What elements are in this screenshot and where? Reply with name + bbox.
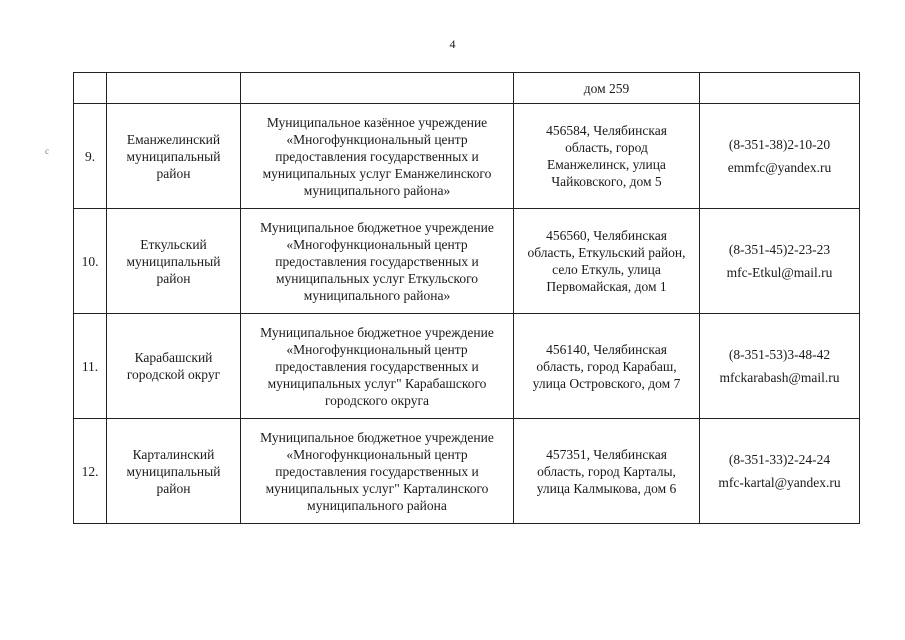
postal-address (514, 419, 700, 524)
table-row (74, 314, 860, 419)
address-line: 456584, Челябинская (546, 123, 667, 138)
district-line: муниципальный (126, 253, 221, 269)
institution-line: муниципального района» (303, 182, 451, 198)
institution-line: Муниципальное бюджетное учреждение (260, 219, 494, 235)
institution-line: предоставления государственных и (275, 148, 479, 164)
address-line: Первомайская, дом 1 (546, 279, 667, 294)
institution-line: Муниципальное казённое учреждение (266, 114, 488, 130)
table-row (74, 104, 860, 209)
address-continuation: дом 259 (583, 80, 630, 96)
phone-number: (8-351-53)3-48-42 (728, 347, 831, 362)
district-line: муниципальный (126, 148, 221, 164)
institution-line: муниципальных услуг" Карталинского (265, 480, 489, 496)
district-cell (107, 73, 241, 104)
address-line: область, город Карабаш, (536, 358, 677, 374)
contact-cell (700, 73, 860, 104)
phone-number: (8-351-38)2-10-20 (728, 137, 831, 152)
postal-address (514, 209, 700, 314)
contacts (700, 314, 860, 419)
postal-address (514, 104, 700, 209)
district-line: муниципальный (126, 463, 221, 479)
address-cell (514, 73, 700, 104)
institution-line: муниципального района (307, 497, 447, 513)
district-line: городской округ (126, 367, 221, 382)
district-name (107, 209, 241, 314)
address-line: Чайковского, дом 5 (551, 174, 662, 189)
institution-line: городского округа (324, 392, 430, 408)
institution-name (241, 419, 514, 524)
stray-mark: c (45, 146, 49, 156)
number-cell (74, 73, 107, 104)
institution-line: предоставления государственных и (275, 253, 479, 269)
institution-line: «Многофункциональный центр (286, 236, 468, 252)
phone-number: (8-351-45)2-23-23 (728, 242, 831, 257)
contacts (700, 104, 860, 209)
institution-name (241, 314, 514, 419)
institution-line: предоставления государственных и (275, 463, 479, 479)
institution-line: Муниципальное бюджетное учреждение (260, 324, 494, 340)
district-line: Еманжелинский (126, 131, 221, 147)
table-body (74, 73, 860, 524)
district-line: район (156, 270, 191, 286)
district-line: Еткульский (140, 236, 207, 252)
address-line: Еманжелинск, улица (547, 157, 666, 172)
address-line: 456560, Челябинская (546, 228, 667, 243)
institution-line: «Многофункциональный центр (286, 446, 468, 462)
contacts (700, 209, 860, 314)
address-line: 457351, Челябинская (546, 446, 667, 462)
address-line: 456140, Челябинская (546, 341, 667, 357)
institution-line: муниципальных услуг Еманжелинского (262, 165, 492, 181)
district-name (107, 419, 241, 524)
district-line: район (156, 480, 191, 496)
institution-line: муниципального района» (303, 287, 451, 303)
institution-name (241, 104, 514, 209)
institution-line: Муниципальное бюджетное учреждение (260, 429, 494, 445)
email-address: mfc-Etkul@mail.ru (726, 265, 833, 280)
row-number: 11. (74, 314, 107, 419)
continuation-row (74, 73, 860, 104)
page-number: 4 (449, 37, 456, 51)
email-address: mfckarabash@mail.ru (719, 370, 840, 385)
email-address: emmfc@yandex.ru (727, 160, 832, 175)
table-row (74, 419, 860, 524)
district-name (107, 104, 241, 209)
address-line: область, город Карталы, (537, 463, 676, 479)
address-line: улица Островского, дом 7 (532, 375, 681, 391)
institution-name (241, 209, 514, 314)
institution-cell (241, 73, 514, 104)
row-number: 10. (74, 209, 107, 314)
address-line: улица Калмыкова, дом 6 (536, 480, 677, 496)
postal-address (514, 314, 700, 419)
address-line: село Еткуль, улица (552, 262, 661, 277)
district-name (107, 314, 241, 419)
institution-line: «Многофункциональный центр (286, 341, 468, 357)
mfc-registry-table (73, 72, 860, 524)
row-number: 9. (74, 104, 107, 209)
email-address: mfc-kartal@yandex.ru (718, 475, 841, 490)
institution-line: «Многофункциональный центр (286, 131, 468, 147)
address-line: область, Еткульский район, (527, 245, 686, 260)
district-line: Карабашский (134, 350, 213, 365)
district-line: Карталинский (132, 446, 215, 462)
table-row (74, 209, 860, 314)
contacts (700, 419, 860, 524)
row-number: 12. (74, 419, 107, 524)
phone-number: (8-351-33)2-24-24 (728, 452, 831, 467)
institution-line: предоставления государственных и (275, 358, 479, 374)
institution-line: муниципальных услуг" Карабашского (267, 375, 487, 391)
district-line: район (156, 165, 191, 181)
institution-line: муниципальных услуг Еткульского (275, 270, 479, 286)
address-line: область, город (565, 140, 648, 155)
